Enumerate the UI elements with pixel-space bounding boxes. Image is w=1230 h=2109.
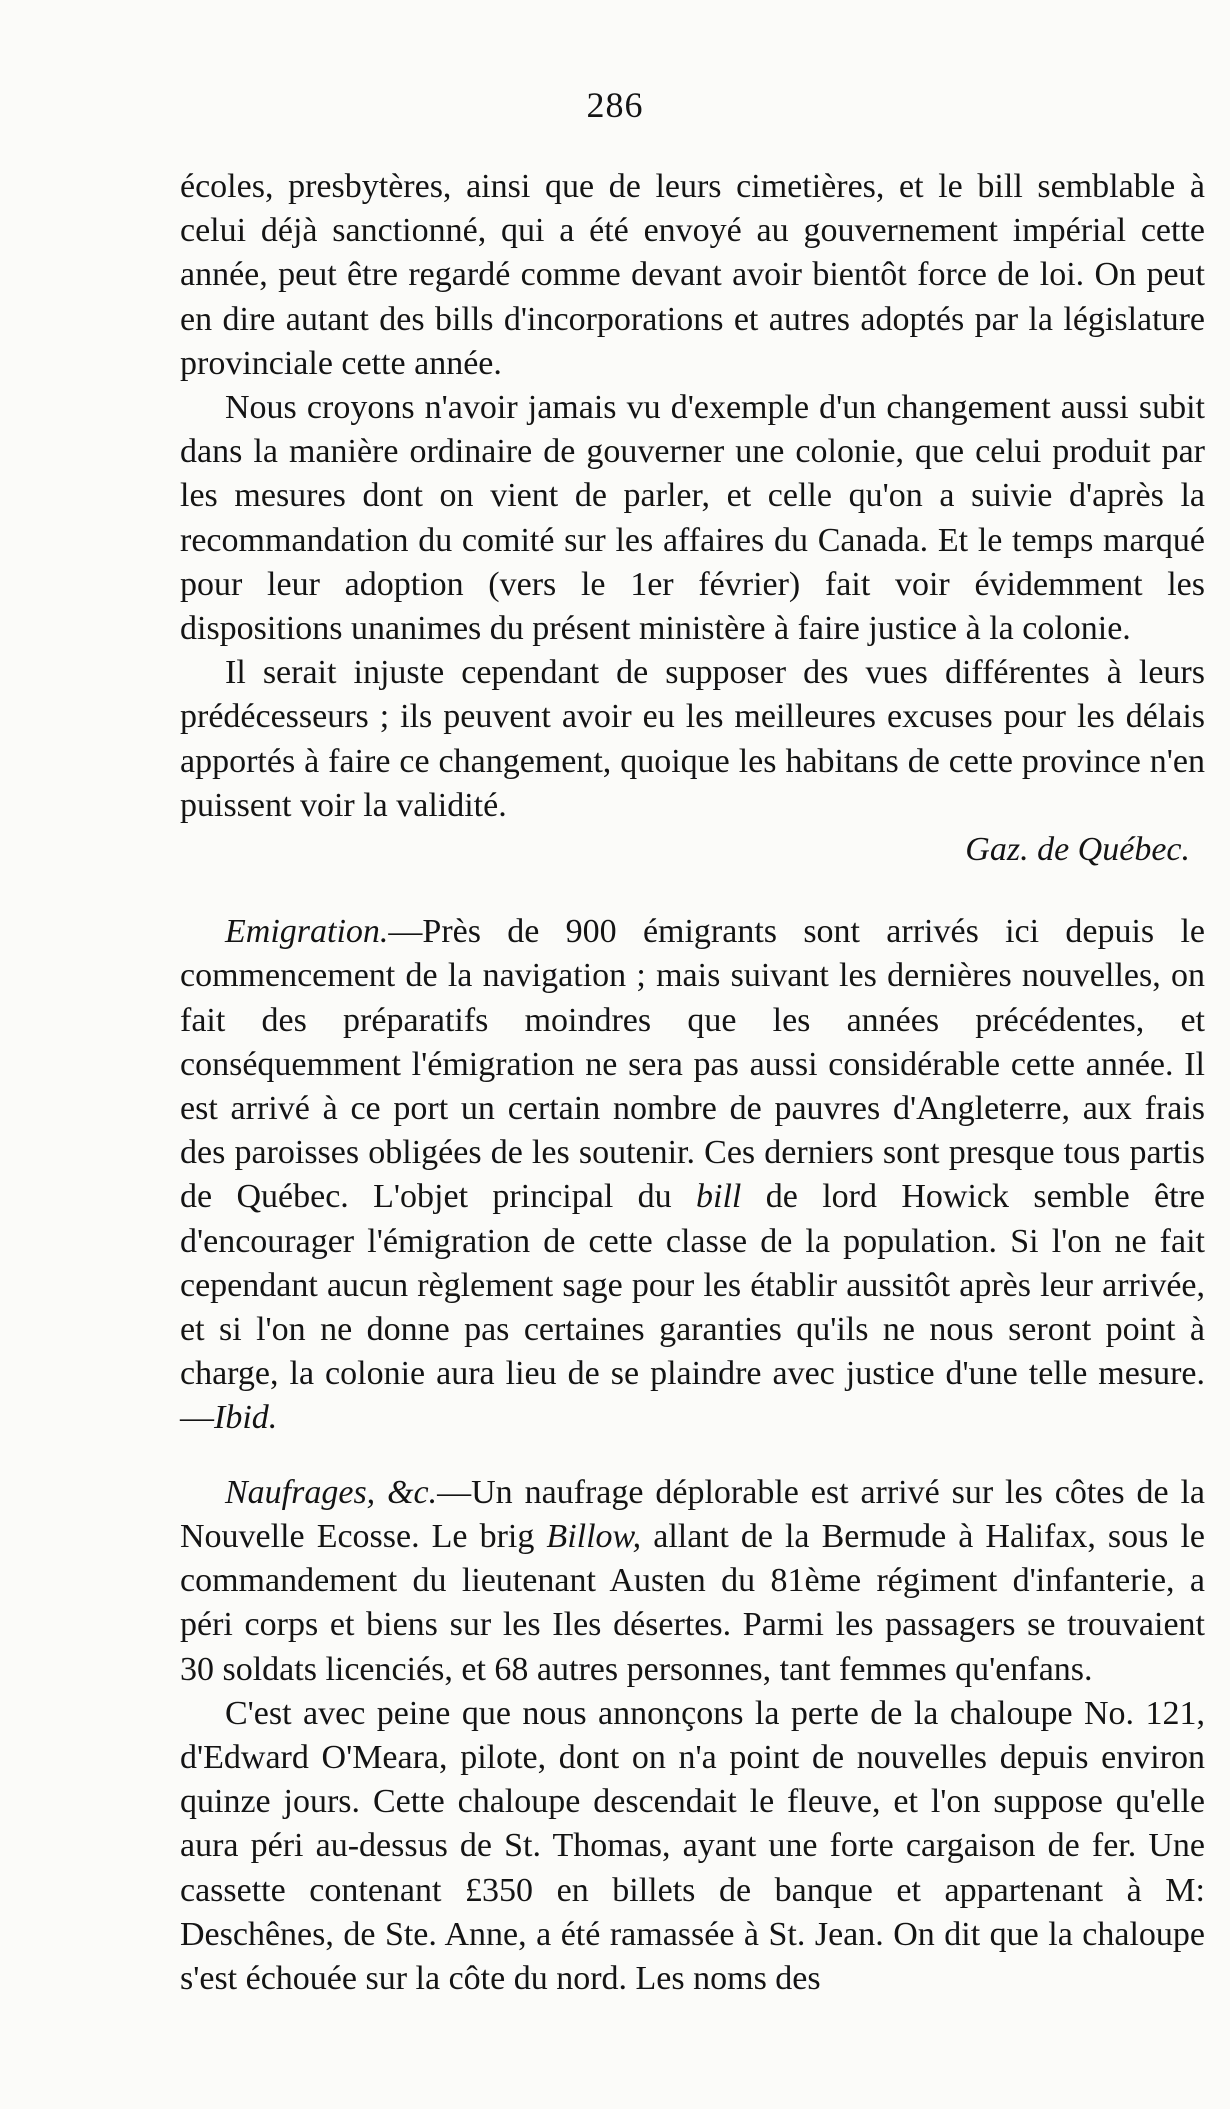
paragraph-continuation: écoles, presbytères, ainsi que de leurs cimetières, et le bill semblable à celui déjà sanctionné, qui a été envoyé au gouvernement impérial cette année, peut être regardé comme devant avoir bientôt force de loi. On peut en dire autant des bills d'incorporations et autres adoptés par la législature provinciale cette année. [180, 168, 1205, 382]
ship-name: Billow, [546, 1517, 642, 1555]
emigration-text-a: —Près de 900 émigrants sont arrivés ici depuis le commencement de la navigation ; mais suivant les dernières nouvelles, on fait des préparatifs moindres que les années précédentes, et conséquemment l'émigration ne sera pas aussi considérable cette année. Il est arrivé à ce port un certain nombre de pauvres d'Angleterre, aux frais des paroisses obligées de les soutenir. Ces derniers sont presque tous partis de Québec. L'objet principal du [180, 913, 1205, 1216]
shipwrecks-text-a: —Un naufrage déplorable est arrivé sur les côtes de la Nouvelle Ecosse. Le brig [180, 1473, 1206, 1555]
source-citation: Gaz. de Québec. [965, 831, 1190, 869]
paragraph-new-government: Nous croyons n'avoir jamais vu d'exemple d'un changement aussi subit dans la manière ordinaire de gouverner une colonie, que celui produit par les mesures dont on vient de parler, et celle qu'on a suivie d'après la recommandation du comité sur les affaires du Canada. Et le temps marqué pour leur adoption (vers le 1er février) fait voir évidemment les dispositions unanimes du présent ministère à faire justice à la colonie. [180, 389, 1205, 648]
paragraph-sloop-loss: C'est avec peine que nous annonçons la perte de la chaloupe No. 121, d'Edward O'Meara, pilote, dont on n'a point de nouvelles depuis environ quinze jours. Cette chaloupe descendait le fleuve, et l'on suppose qu'elle aura péri au-dessus de St. Thomas, ayant une forte cargaison de fer. Une cassette contenant £350 en billets de banque et appartenant à M: Deschênes, de Ste. Anne, a été ramassée à St. Jean. On dit que la chaloupe s'est échouée sur la côte du nord. Les noms des [180, 1694, 1205, 1997]
section-heading-shipwrecks: Naufrages, &c. [225, 1473, 438, 1511]
emigration-italic-word: bill [696, 1178, 742, 1216]
page-number: 286 [586, 85, 644, 125]
shipwrecks-text-b: allant de la Bermude à Halifax, sous le commandement du lieutenant Austen du 81ème régiment d'infanterie, a péri corps et biens sur les Iles désertes. Parmi les passagers se trouvaient 30 soldats licenciés, et 68 autres personnes, tant femmes qu'enfans. [180, 1517, 1205, 1688]
body-text [180, 165, 1205, 2001]
emigration-source: Ibid. [214, 1399, 278, 1437]
paragraph-predecessors: Il serait injuste cependant de supposer des vues différentes à leurs prédécesseurs ; ils peuvent avoir eu les meilleures excuses pour les délais apportés à faire ce changement, quoique les habitans de cette province n'en puissent voir la validité. [180, 654, 1205, 824]
paragraph-emigration [180, 910, 1205, 1440]
section-heading-emigration: Emigration. [225, 913, 389, 951]
emigration-text-b: de lord Howick semble être d'encourager l'émigration de cette classe de la population. Si l'on ne fait cependant aucun règlement sage pour les établir aussitôt après leur arrivée, et si l'on ne donne pas certaines garanties qu'ils ne nous seront point à charge, la colonie aura lieu de se plaindre avec justice d'une telle mesure.— [180, 1178, 1205, 1437]
paragraph-shipwrecks [180, 1471, 1205, 1692]
